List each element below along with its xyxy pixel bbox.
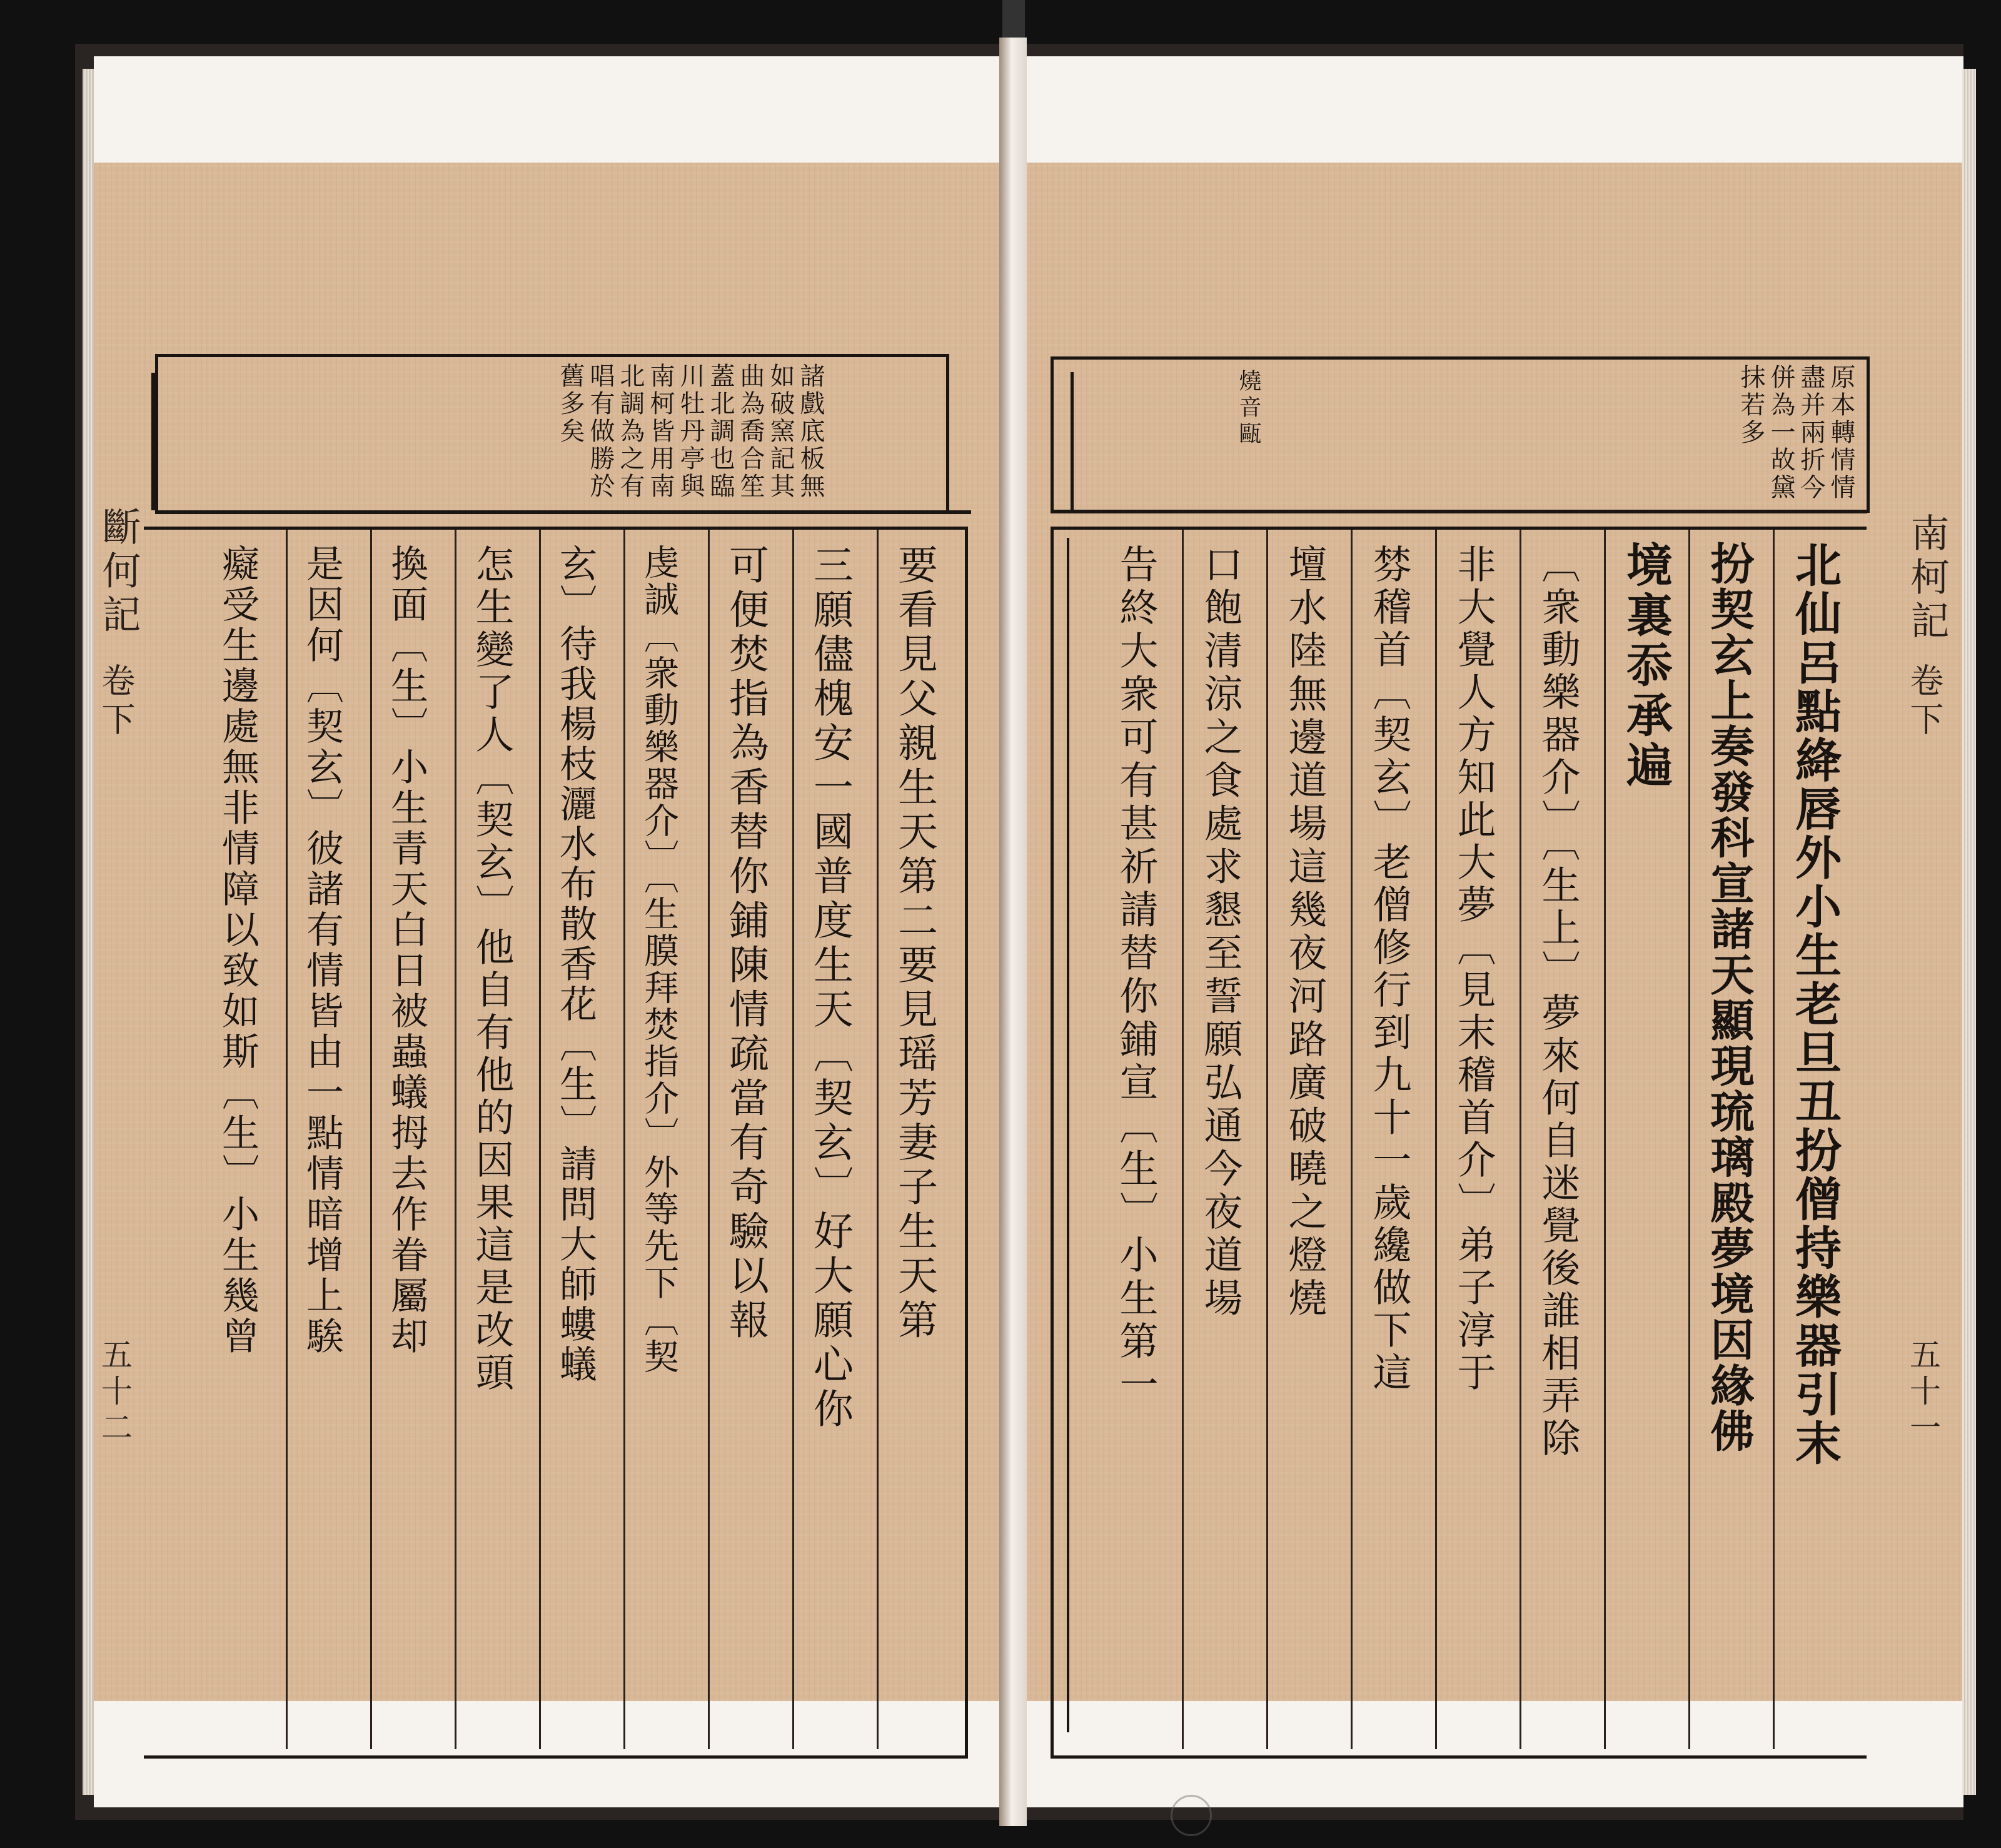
right-col-rule-8 [1182,530,1184,1749]
right-note-col-4: 抹若多 [1736,364,1765,447]
right-margin-folio: 五十一 [1905,1338,1941,1447]
left-col-rule-6 [455,530,456,1749]
left-col-rule-3 [708,530,710,1749]
right-text-col-5: 非大覺人方知此大夢〔見末稽首介〕弟子淳于 [1451,544,1496,1395]
library-stamp-icon [1171,1795,1212,1836]
left-col-rule-5 [539,530,541,1749]
left-col-rule-1 [877,530,879,1749]
right-col-rule-6 [1351,530,1353,1749]
left-note-col-4: 蓋北調也臨 [706,363,735,500]
right-col-rule-5 [1435,530,1437,1749]
right-note-col-2: 盡并兩折今 [1797,364,1825,502]
left-margin-folio: 五十二 [96,1338,133,1447]
left-col-rule-4 [623,530,625,1749]
book-gutter [999,38,1027,1826]
right-margin-volume: 卷下 [1905,663,1944,740]
right-note-col-3: 併為一故黛 [1767,364,1795,502]
left-text-col-5: 玄〕待我楊枝灑水布散香花〔生〕請問大師螻蟻 [553,544,597,1385]
left-header-rule [155,510,971,514]
left-margin-volume: 卷下 [96,663,136,740]
right-text-col-7: 壇水陸無邊道場這幾夜河路廣破曉之燈燒 [1282,544,1328,1321]
right-text-col-9: 告終大衆可有甚祈請替你鋪宣〔生〕小生第一 [1113,544,1159,1407]
left-page [94,56,1013,1807]
left-text-col-7: 換面〔生〕小生青天白日被蟲蟻拇去作眷屬却 [385,544,428,1357]
right-text-col-8: 口飽清涼之食處求懇至誓願弘通今夜道場 [1197,544,1243,1321]
left-text-col-1: 要看見父親生天第二要見瑶芳妻子生天第 [891,544,937,1343]
left-note-col-3: 曲為喬合笙 [736,363,765,500]
right-col-rule-2 [1688,530,1690,1749]
right-leaf [1013,163,1963,1701]
left-text-col-8: 是因何〔契玄〕彼諸有情皆由一點情暗增上騃 [300,544,344,1357]
left-note-col-8: 唱有做勝於 [586,363,615,500]
right-page [1013,56,1963,1807]
left-margin-title: 斷何記 [96,507,141,638]
right-text-col-4: 〔衆動樂器介〕〔生上〕夢來何自迷覺後誰相弄除 [1535,544,1581,1460]
left-col-rule-2 [792,530,794,1749]
left-text-col-4: 虔誠〔衆動樂器介〕〔生膜拜焚指介〕外等先下〔契 [638,544,679,1375]
left-text-col-9: 癡受生邊處無非情障以致如斯〔生〕小生幾曾 [216,544,260,1357]
left-text-col-6: 怎生變了人〔契玄〕他自有他的因果這是改頭 [469,544,515,1395]
left-text-col-3: 可便焚指為香替你鋪陳情疏當有奇驗以報 [722,544,769,1343]
left-col-rule-7 [370,530,372,1749]
right-text-col-1: 北仙呂點絳唇外小生老旦丑扮僧持樂器引末 [1788,541,1842,1468]
right-col-rule-4 [1520,530,1521,1749]
left-note-col-6: 南柯皆用南 [646,363,675,500]
left-leaf [94,163,1013,1701]
right-header-small-note: 燒音甌 [1236,369,1261,448]
left-fore-edge [83,69,94,1795]
right-text-col-3: 境裏忝承遍 [1619,541,1673,791]
left-text-col-2: 三願儘槐安一國普度生天〔契玄〕好大願心你 [807,544,853,1432]
right-col-rule-3 [1604,530,1606,1749]
left-col-rule-8 [286,530,288,1749]
left-note-col-1: 諸戲底板無 [796,363,825,500]
left-header-edge [151,373,155,510]
right-header-rule [1051,510,1867,513]
left-note-col-9: 舊多矣 [556,363,585,445]
left-note-col-7: 北調為之有 [616,363,645,500]
right-fore-edge [1962,69,1976,1795]
right-text-col-2: 扮契玄上奏發科宣諸天顯現琉璃殿夢境因緣佛 [1703,541,1755,1454]
left-header-frame [155,354,949,513]
right-note-col-1: 原本轉情情 [1827,364,1855,502]
right-margin-title: 南柯記 [1904,513,1950,644]
right-main-inner-edge [1067,538,1069,1732]
left-note-col-2: 如破窯記其 [766,363,795,500]
right-col-rule-7 [1266,530,1268,1749]
left-note-col-5: 川牡丹亭與 [676,363,705,500]
right-header-inner-edge [1071,372,1074,510]
right-text-col-6: 棼稽首〔契玄〕老僧修行到九十一歲纔做下這 [1366,544,1412,1395]
right-col-rule-1 [1773,530,1775,1749]
